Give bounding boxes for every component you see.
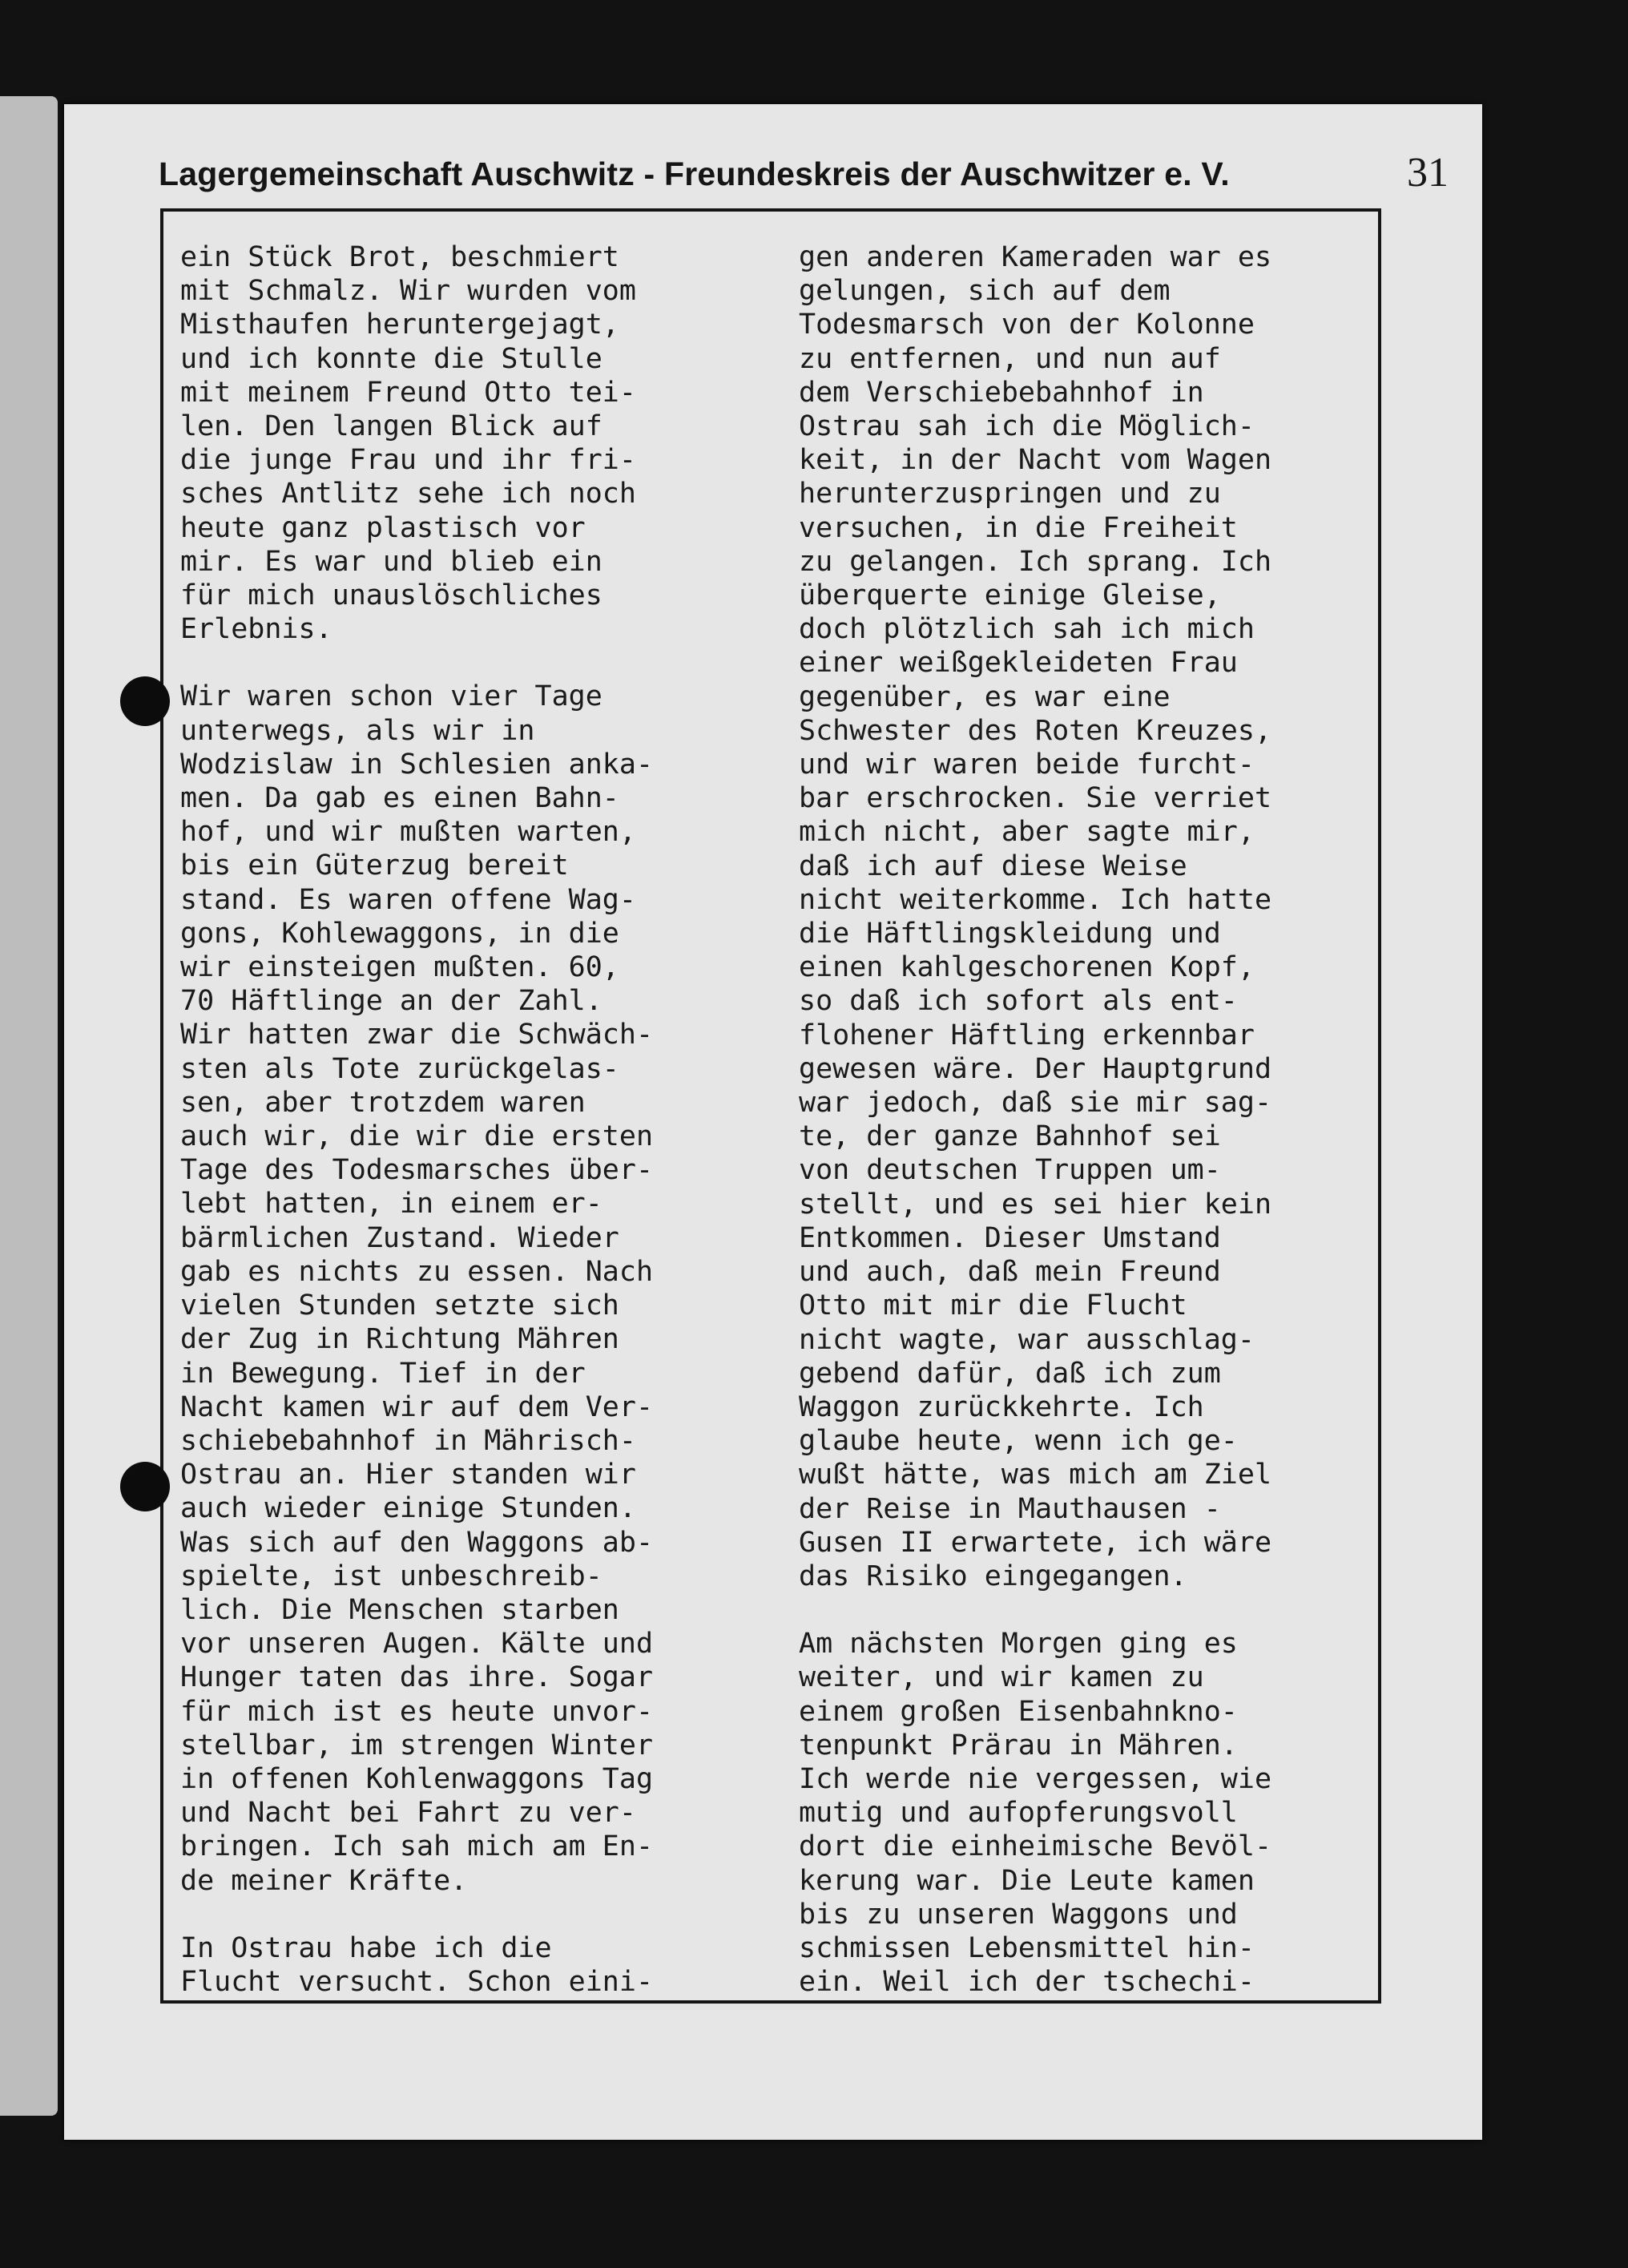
- punch-hole: [120, 1462, 170, 1511]
- text-column-left: [180, 240, 751, 1999]
- page-number: 31: [1407, 150, 1449, 196]
- previous-page-edge: [0, 96, 58, 2116]
- paragraph: ein Stück Brot, beschmiert mit Schmalz. Wir wurden vom Misthaufen heruntergejagt, und ich konnte die Stulle mit meinem Freund Otto tei- len. Den langen Blick auf die junge Frau und ihr fri- sches Antlitz sehe ich noch heute ganz plastisch vor mir. Es war und blieb ein für mich unauslöschliches Erlebnis.: [180, 241, 636, 646]
- document-page: [64, 104, 1482, 2140]
- paragraph: Wir waren schon vier Tage unterwegs, als wir in Wodzislaw in Schlesien anka- men. Da gab es einen Bahn- hof, und wir mußten warten, bis ein Güterzug bereit stand. Es waren offene Wag- gons, Kohlewaggons, in die wir einsteigen mußten. 60, 70 Häftlinge an der Zahl. Wir hatten zwar die Schwäch- sten als Tote zurückgelas- sen, aber trotzdem waren auch wir, die wir die ersten Tage des Todesmarsches über- lebt hatten, in einem er- bärmlichen Zustand. Wieder gab es nichts zu essen. Nach vielen Stunden setzte sich der Zug in Richtung Mähren in Bewegung. Tief in der Nacht kamen wir auf dem Ver- schiebebahnhof in Mährisch- Ostrau an. Hier standen wir auch wieder einige Stunden. Was sich auf den Waggons ab- spielte, ist unbeschreib- lich. Die Menschen starben vor unseren Augen. Kälte und Hunger taten das ihre. Sogar für mich ist es heute unvor- stellbar, im strengen Winter in offenen Kohlenwaggons Tag und Nacht bei Fahrt zu ver- bringen. Ich sah mich am En- de meiner Kräfte.: [180, 680, 654, 1897]
- paragraph: Am nächsten Morgen ging es weiter, und wir kamen zu einem großen Eisenbahnkno- tenpunkt Prärau in Mähren. Ich werde nie vergessen, wie mutig und aufopferungsvoll dort die einheimische Bevöl- kerung war. Die Leute kamen bis zu unseren Waggons und schmissen Lebensmittel hin- ein. Weil ich der tschechi-: [799, 1628, 1272, 1999]
- page-header: [159, 146, 1449, 202]
- paragraph: gen anderen Kameraden war es gelungen, sich auf dem Todesmarsch von der Kolonne zu entfernen, und nun auf dem Verschiebebahnhof in Ostrau sah ich die Möglich- keit, in der Nacht vom Wagen herunterzuspringen und zu versuchen, in die Freiheit zu gelangen. Ich sprang. Ich überquerte einige Gleise, doch plötzlich sah ich mich einer weißgekleideten Frau gegenüber, es war eine Schwester des Roten Kreuzes, und wir waren beide furcht- bar erschrocken. Sie verriet mich nicht, aber sagte mir, daß ich auf diese Weise nicht weiterkomme. Ich hatte die Häftlingskleidung und einen kahlgeschorenen Kopf, so daß ich sofort als ent- flohener Häftling erkennbar gewesen wäre. Der Hauptgrund war jedoch, daß sie mir sag- te, der ganze Bahnhof sei von deutschen Truppen um- stellt, und es sei hier kein Entkommen. Dieser Umstand und auch, daß mein Freund Otto mit mir die Flucht nicht wagte, war ausschlag- gebend dafür, daß ich zum Waggon zurückkehrte. Ich glaube heute, wenn ich ge- wußt hätte, was mich am Ziel der Reise in Mauthausen - Gusen II erwartete, ich wäre das Risiko eingegangen.: [799, 241, 1272, 1592]
- punch-hole: [120, 676, 170, 726]
- paragraph: In Ostrau habe ich die Flucht versucht. Schon eini-: [180, 1931, 654, 1998]
- text-column-right: [799, 240, 1374, 1999]
- running-header-title: Lagergemeinschaft Auschwitz - Freundeskreis der Auschwitzer e. V.: [159, 155, 1230, 192]
